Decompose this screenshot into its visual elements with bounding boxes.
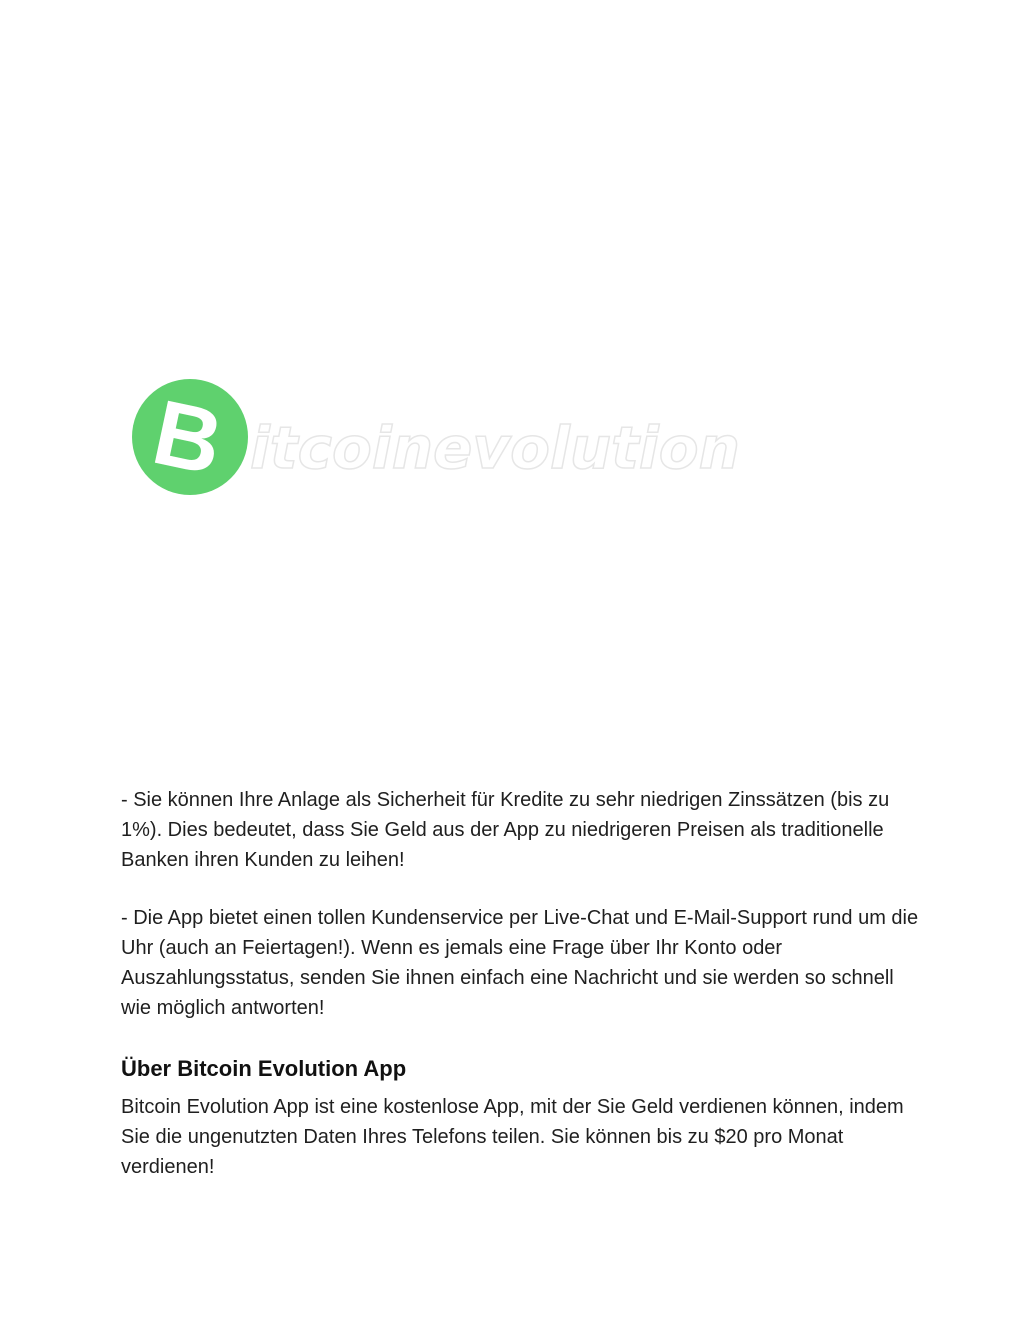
paragraph-support: - Die App bietet einen tollen Kundenservice per Live-Chat und E-Mail-Support rund um die Uhr (auch an Feiertagen!). Wenn es jemals eine Frage über Ihr Konto oder Auszahlungsstatus, senden Sie ihnen einfach eine Nachricht und sie werden so schnell wie möglich antworten! — [121, 907, 919, 1019]
paragraph-credit: - Sie können Ihre Anlage als Sicherheit für Kredite zu sehr niedrigen Zinssätzen (bis zu 1%). Dies bedeutet, dass Sie Geld aus der App zu niedrigeren Preisen als traditionelle Banken ihren Kunden zu leihen! — [121, 789, 890, 871]
section-paragraph: Bitcoin Evolution App ist eine kostenlose App, mit der Sie Geld verdienen können, indem Sie die ungenutzten Daten Ihres Telefons teilen. Sie können bis zu $20 pro Monat verdienen! — [121, 1096, 904, 1178]
article-body — [121, 785, 921, 1182]
bitcoin-mark-letter: B — [144, 381, 231, 495]
bitcoinevolution-logo — [130, 376, 750, 498]
logo-wordmark: itcoinevolution — [250, 414, 740, 482]
logo-graphic — [130, 376, 750, 498]
section-heading: Über Bitcoin Evolution App — [121, 1056, 407, 1081]
